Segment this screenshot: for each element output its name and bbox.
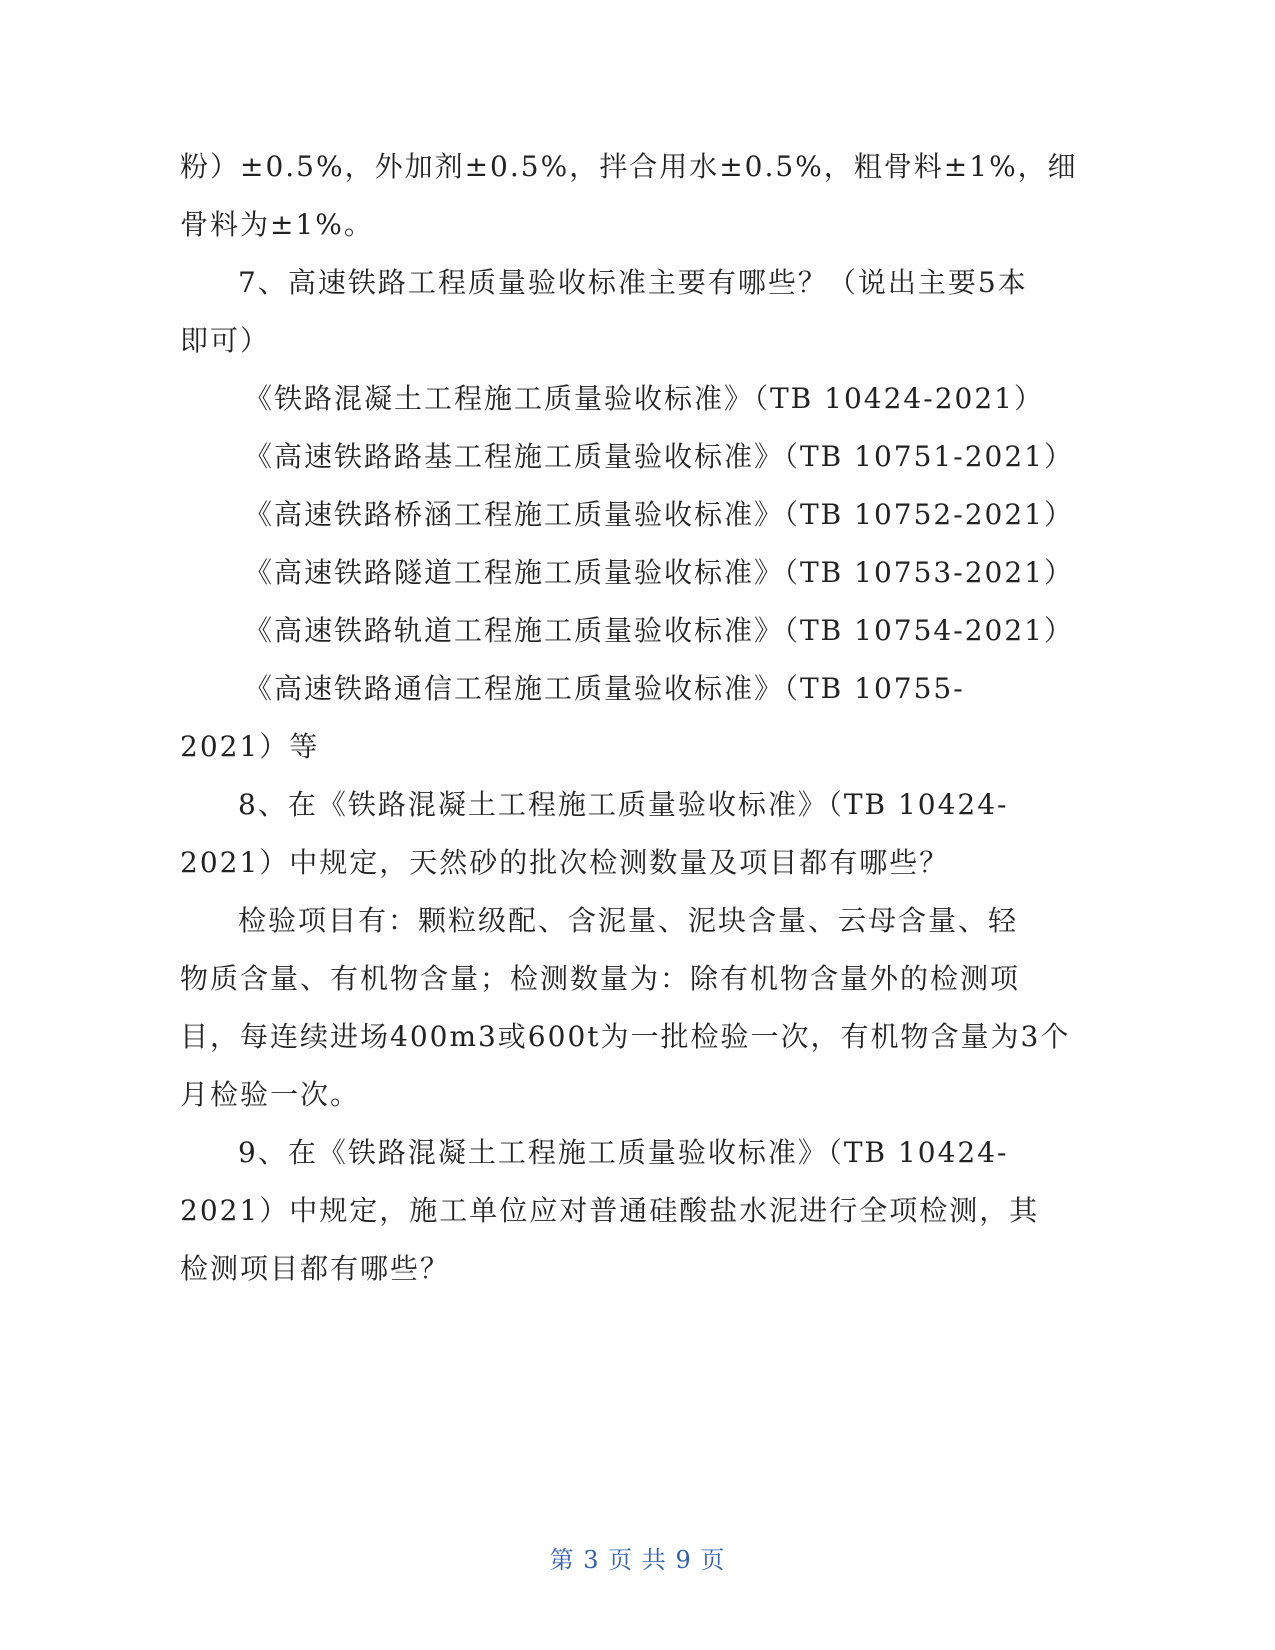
document-body — [180, 138, 1078, 1298]
standard-item: 《高速铁路隧道工程施工质量验收标准》（TB 10753-2021） — [244, 556, 1074, 589]
standard-item: 《铁路混凝土工程施工质量验收标准》（TB 10424-2021） — [244, 382, 1044, 415]
answer-8: 检验项目有：颗粒级配、含泥量、泥块含量、云母含量、轻 — [238, 904, 1019, 937]
page-footer: 第 3 页 共 9 页 — [549, 1546, 726, 1574]
paragraph-line: 月检验一次。 — [180, 1078, 361, 1111]
standard-item: 《高速铁路通信工程施工质量验收标准》（TB 10755- — [244, 672, 965, 705]
paragraph-line: 2021）等 — [180, 730, 320, 763]
question-8: 8、在《铁路混凝土工程施工质量验收标准》（TB 10424- — [238, 788, 1009, 821]
standard-item: 《高速铁路桥涵工程施工质量验收标准》（TB 10752-2021） — [244, 498, 1074, 531]
paragraph-line: 骨料为±1%。 — [180, 208, 374, 241]
paragraph-line: 2021）中规定，天然砂的批次检测数量及项目都有哪些？ — [180, 846, 950, 879]
standard-item: 《高速铁路轨道工程施工质量验收标准》（TB 10754-2021） — [244, 614, 1074, 647]
paragraph-line: 目，每连续进场400m3或600t为一批检验一次，有机物含量为3个 — [180, 1020, 1071, 1053]
paragraph-line: 即可） — [180, 324, 271, 357]
paragraph-line: 检测项目都有哪些？ — [180, 1252, 451, 1285]
question-9: 9、在《铁路混凝土工程施工质量验收标准》（TB 10424- — [238, 1136, 1009, 1169]
paragraph-line: 物质含量、有机物含量；检测数量为：除有机物含量外的检测项 — [180, 962, 1021, 995]
standard-item: 《高速铁路路基工程施工质量验收标准》（TB 10751-2021） — [244, 440, 1074, 473]
paragraph-line: 2021）中规定，施工单位应对普通硅酸盐水泥进行全项检测，其 — [180, 1194, 1040, 1227]
paragraph-line: 粉）±0.5%，外加剂±0.5%，拌合用水±0.5%，粗骨料±1%，细 — [180, 150, 1078, 183]
question-7: 7、高速铁路工程质量验收标准主要有哪些？（说出主要5本 — [238, 266, 1028, 299]
